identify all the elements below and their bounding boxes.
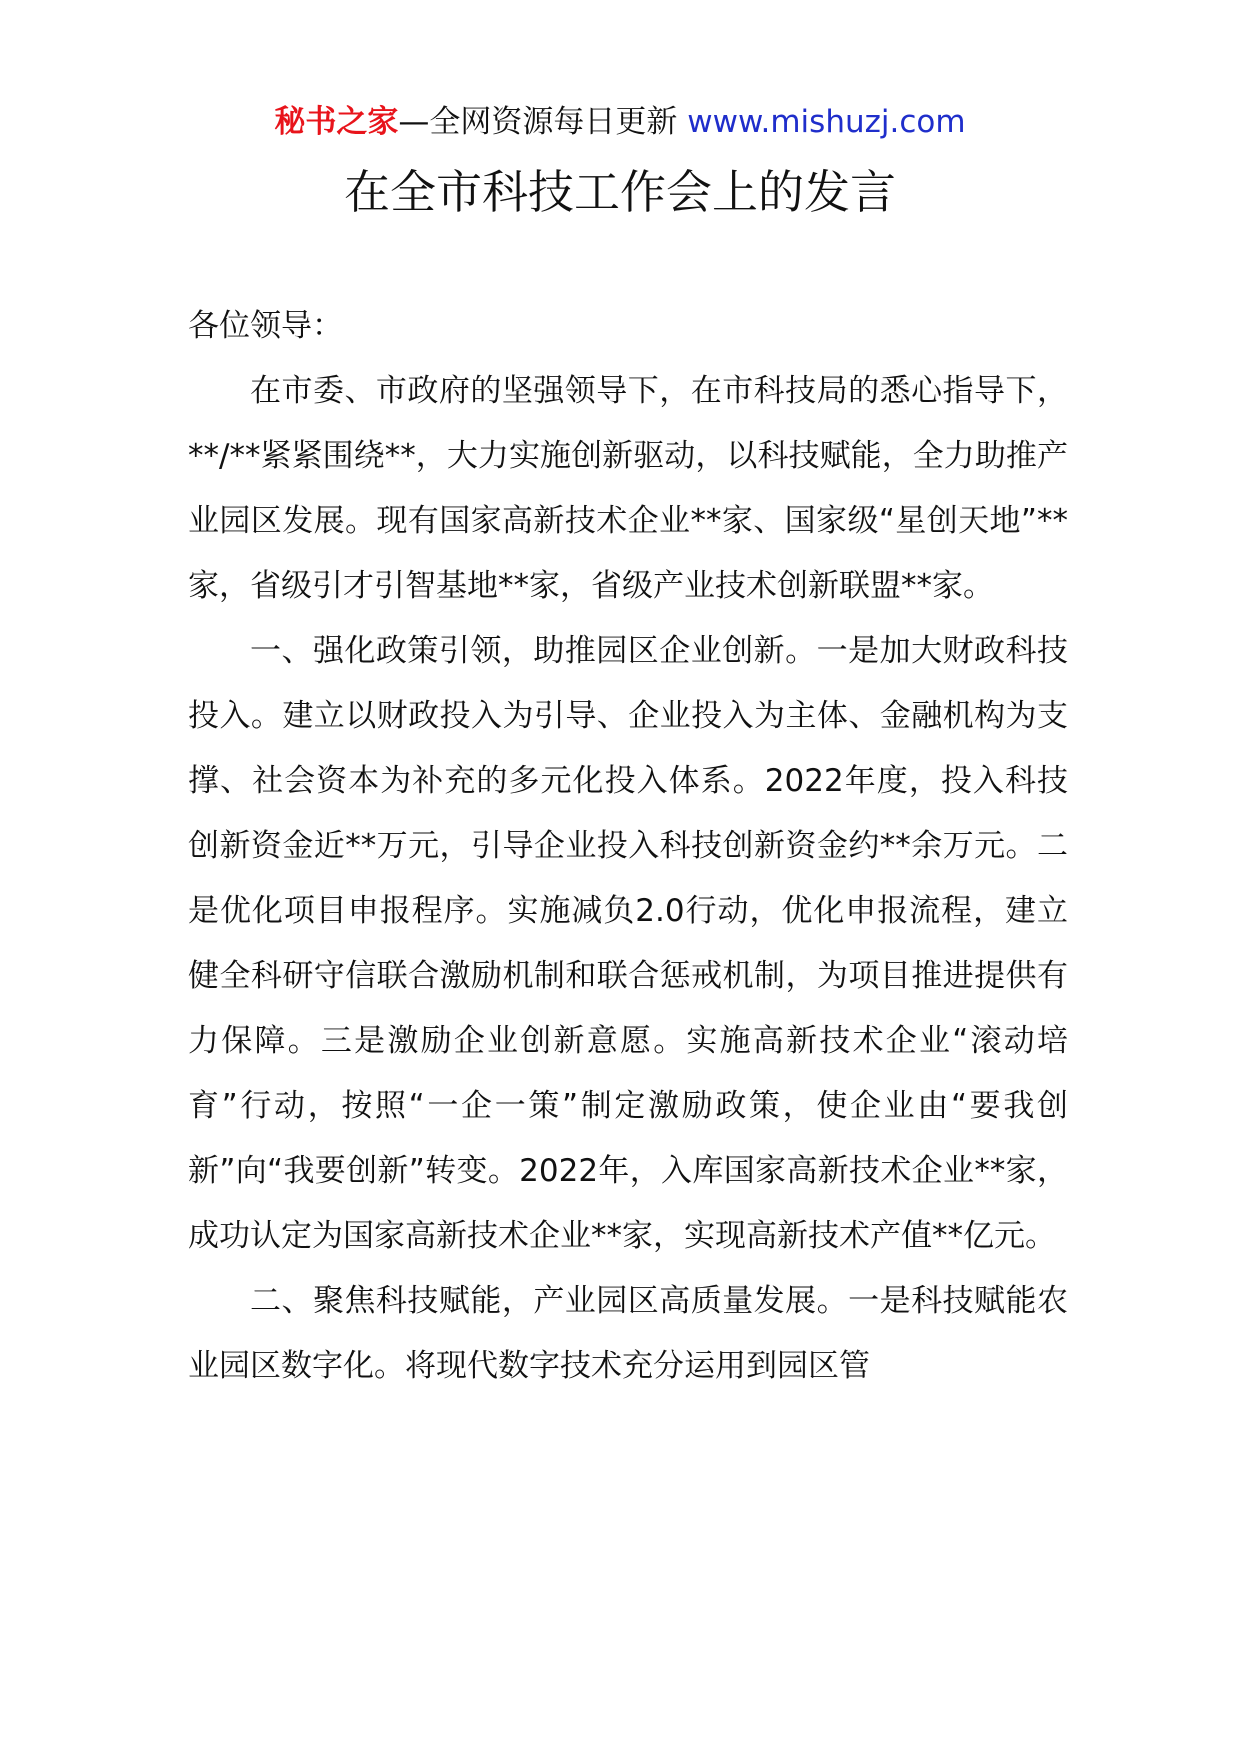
document-body [188,294,1068,1399]
paragraph-section-2: 二、聚焦科技赋能，产业园区高质量发展。一是科技赋能农业园区数字化。将现代数字技术充分运用到园区管 [188,1283,1068,1384]
header-slogan: —全网资源每日更新 [398,104,678,140]
document-title: 在全市科技工作会上的发言 [344,165,896,219]
salutation: 各位领导： [188,308,343,344]
paragraph-section-1: 一、强化政策引领，助推园区企业创新。一是加大财政科技投入。建立以财政投入为引导、企业投入为主体、金融机构为支撑、社会资本为补充的多元化投入体系。2022年度，投入科技创新资金近**万元，引导企业投入科技创新资金约**余万元。二是优化项目申报程序。实施减负2.0行动，优化申报流程，建立健全科研守信联合激励机制和联合惩戒机制，为项目推进提供有力保障。三是激励企业创新意愿。实施高新技术企业“滚动培育”行动，按照“一企一策”制定激励政策，使企业由“要我创新”向“我要创新”转变。2022年，入库国家高新技术企业**家，成功认定为国家高新技术企业**家，实现高新技术产值**亿元。 [188,633,1068,1254]
site-header [0,100,1240,144]
brand-name: 秘书之家 [274,104,399,140]
site-url-link[interactable]: www.mishuzj.com [687,104,966,140]
paragraph-intro: 在市委、市政府的坚强领导下，在市科技局的悉心指导下，**/**紧紧围绕**，大力实施创新驱动，以科技赋能，全力助推产业园区发展。现有国家高新技术企业**家、国家级“星创天地”**家，省级引才引智基地**家，省级产业技术创新联盟**家。 [188,373,1068,604]
